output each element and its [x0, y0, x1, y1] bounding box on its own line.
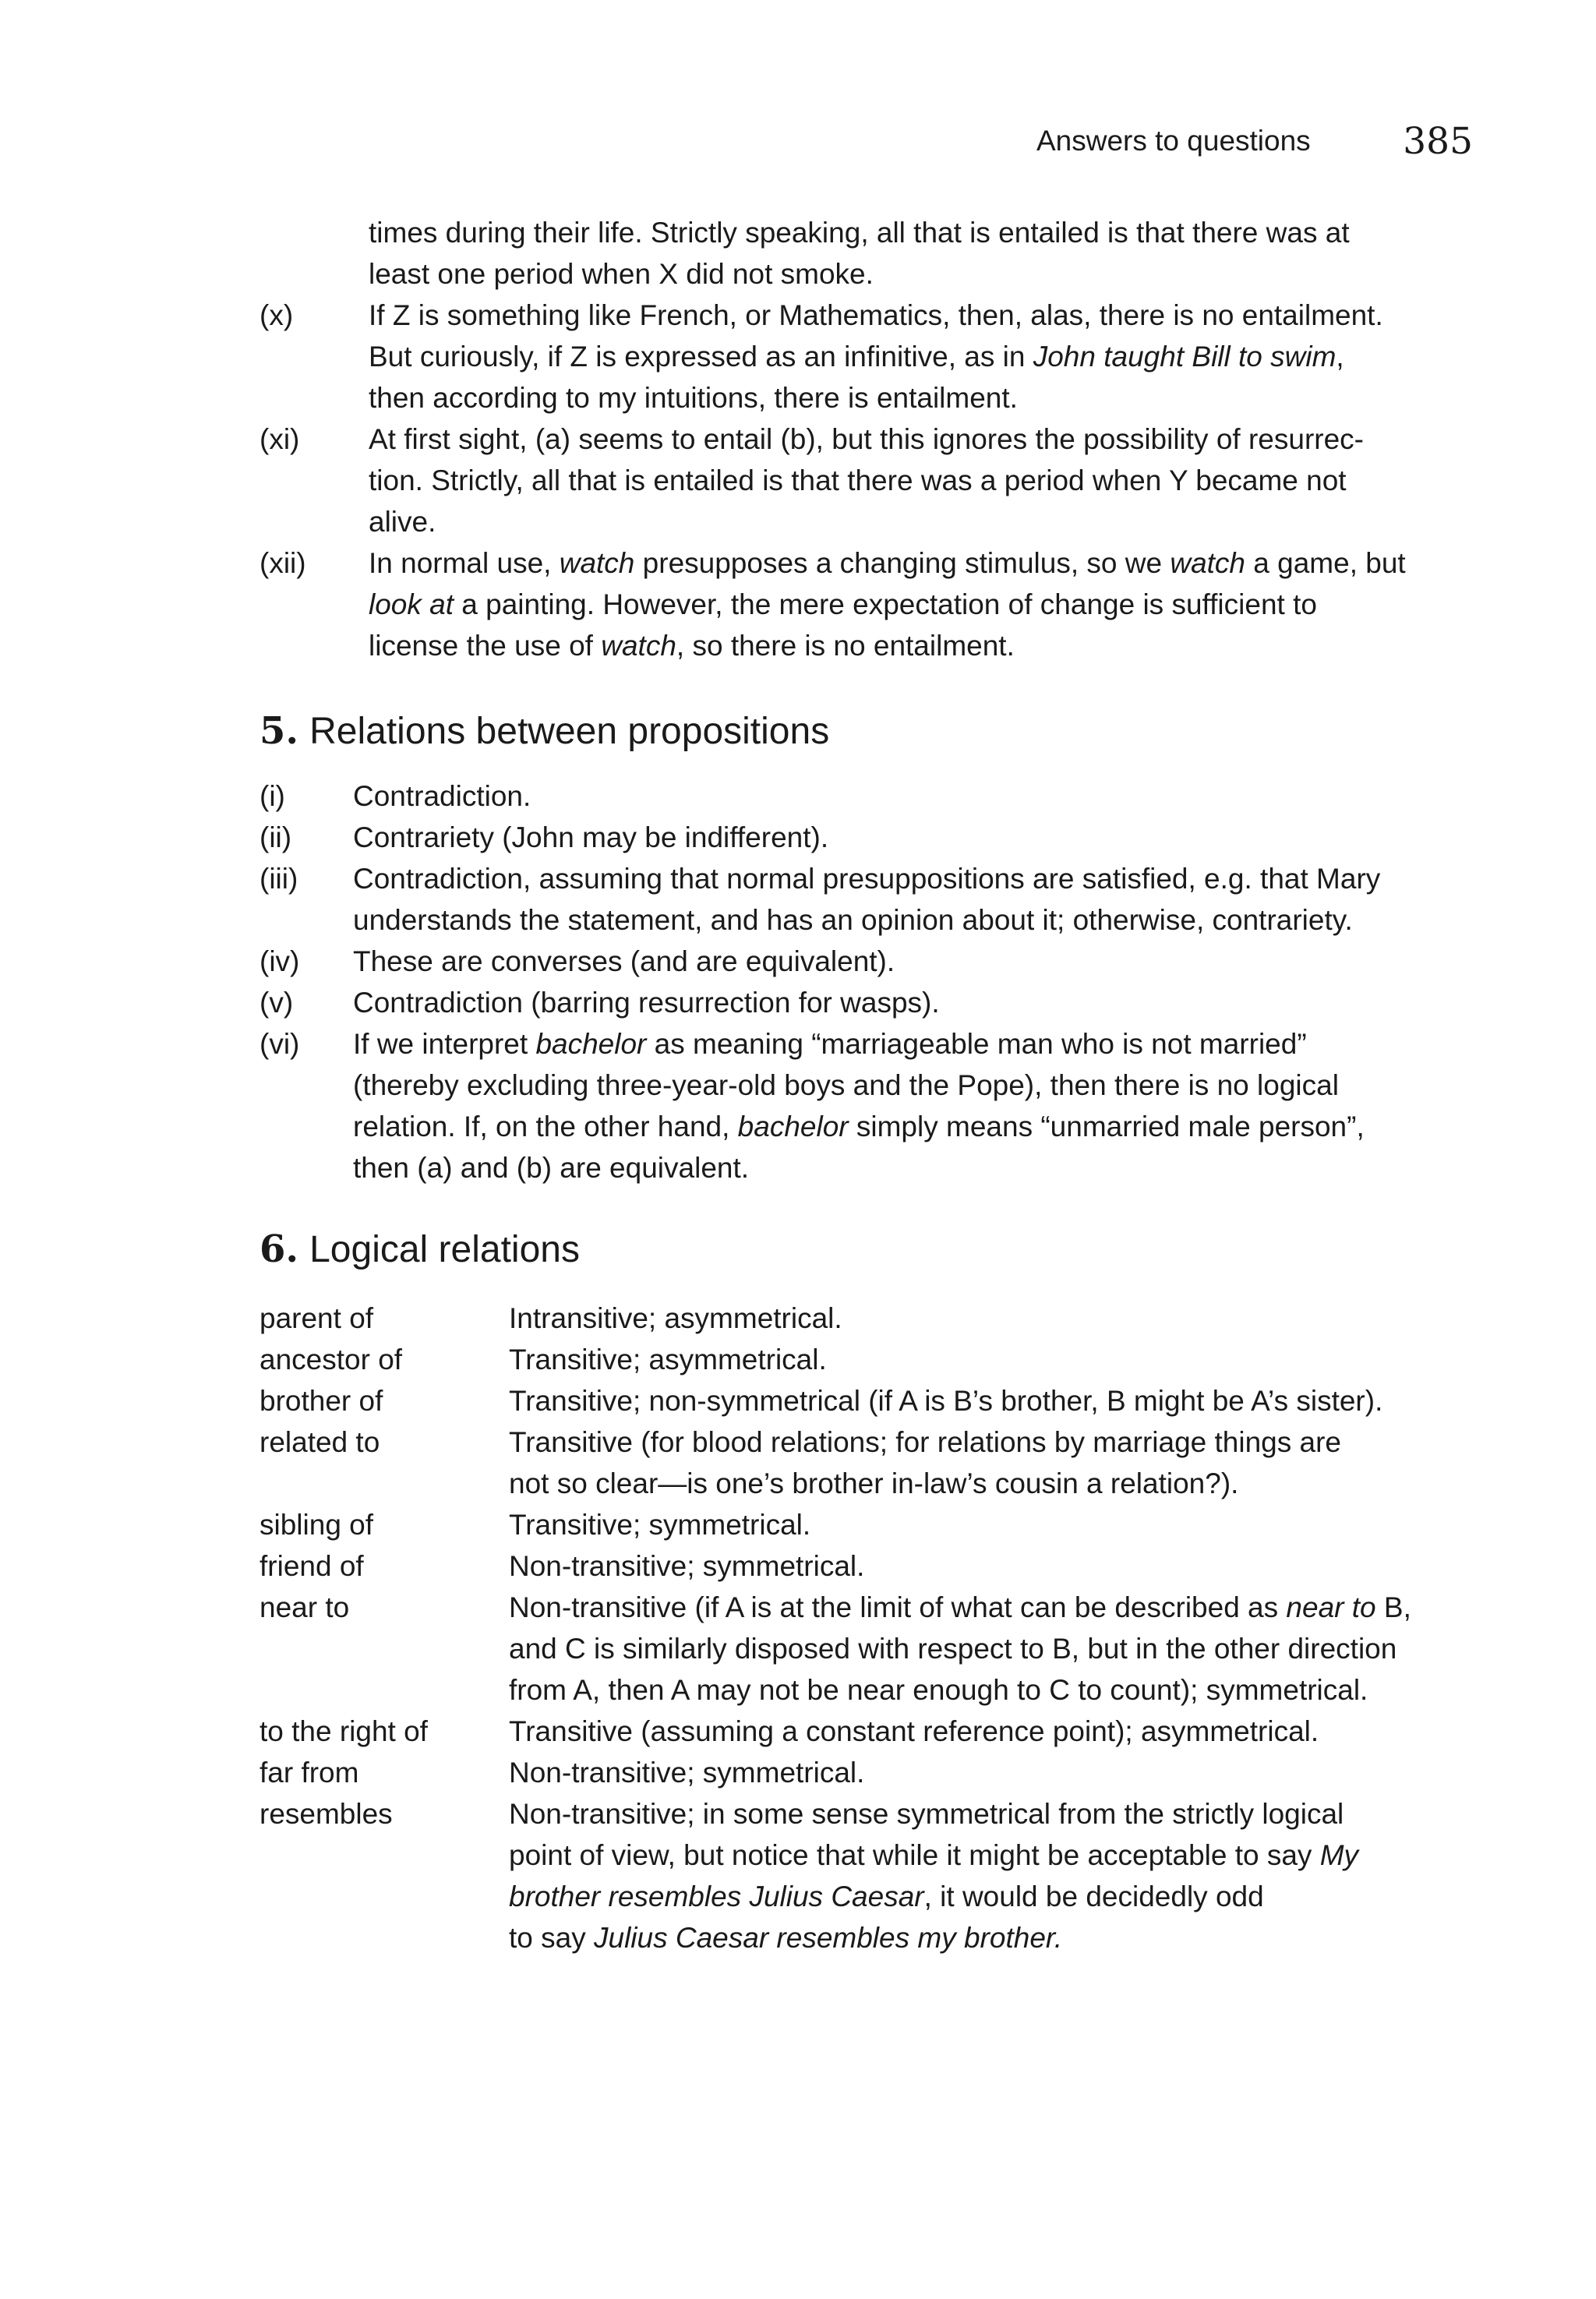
continuation-text: times during their life. Strictly speaking, all that is entailed is that there was at least one period when X did not smoke. [369, 217, 1350, 290]
answer-item-ii: (ii) Contrariety (John may be indifferent). [260, 817, 1475, 858]
item-number: (i) [260, 780, 285, 812]
section-5-list [260, 775, 1475, 1188]
item-number: (x) [260, 299, 294, 331]
answer-item-xi: (xi) At first sight, (a) seems to entail (b), but this ignores the possibility of resurrec- tion. Strictly, all that is entailed is that there was a period when Y became not alive. [260, 418, 1475, 542]
relation-description: Non-transitive; in some sense symmetrical from the strictly logical point of view, but notice that while it might be acceptable to say My brother resembles Julius Caesar, it would be decidedly odd to say Julius Caesar resembles my brother. [509, 1798, 1359, 1954]
relation-description: Intransitive; asymmetrical. [509, 1302, 842, 1334]
table-row [260, 1711, 1475, 1752]
relation-term: ancestor of [260, 1344, 403, 1376]
running-header [1036, 120, 1473, 171]
item-number: (iv) [260, 945, 300, 977]
answer-item-iv: (iv) These are converses (and are equivalent). [260, 941, 1475, 982]
section-6-heading: 6. Logical relations [260, 1227, 580, 1271]
relation-description: Non-transitive; symmetrical. [509, 1757, 865, 1789]
relation-description: Transitive; non-symmetrical (if A is B’s brother, B might be A’s sister). [509, 1385, 1383, 1417]
item-number: (vi) [260, 1028, 300, 1060]
answer-item-i: (i) Contradiction. [260, 775, 1475, 817]
item-number: (ii) [260, 821, 292, 853]
answer-item-x: (x) If Z is something like French, or Mathematics, then, alas, there is no entailment. But curiously, if Z is expressed as an infinitive, as in John taught Bill to swim, then according to my intuitions, there is entailment. [260, 295, 1475, 418]
table-row [260, 1752, 1475, 1793]
relation-term: friend of [260, 1550, 364, 1582]
item-number: (v) [260, 987, 294, 1019]
relation-term: brother of [260, 1385, 383, 1417]
relation-description: Transitive (assuming a constant reference point); asymmetrical. [509, 1715, 1319, 1747]
item-number: (iii) [260, 863, 298, 895]
page-number: 385 [1403, 120, 1473, 163]
answer-item-vi: (vi) If we interpret bachelor as meaning “marriageable man who is not married” (thereby excluding three-year-old boys and the Pope), then there is no logical relation. If, on the other hand, bachelor simply means “unmarried male person”, then (a) and (b) are equivalent. [260, 1023, 1475, 1188]
section-4-tail [260, 212, 1475, 666]
relation-term: far from [260, 1757, 359, 1789]
relation-term: sibling of [260, 1509, 374, 1541]
logical-relations-table [260, 1298, 1475, 1958]
relation-term: resembles [260, 1798, 393, 1830]
item-number: (xi) [260, 423, 300, 455]
answer-item-iii: (iii) Contradiction, assuming that normal presuppositions are satisfied, e.g. that Mary understands the statement, and has an opinion about it; otherwise, contrariety. [260, 858, 1475, 941]
running-title: Answers to questions [1036, 125, 1311, 157]
table-row [260, 1545, 1475, 1587]
relation-description: Transitive (for blood relations; for relations by marriage things are not so clear—is one’s brother in-law’s cousin a relation?). [509, 1426, 1341, 1499]
relation-description: Non-transitive (if A is at the limit of what can be described as near to B, and C is similarly disposed with respect to B, but in the other direction from A, then A may not be near enough to C to count); symmetrical. [509, 1591, 1411, 1706]
answer-item-v: (v) Contradiction (barring resurrection for wasps). [260, 982, 1475, 1023]
relation-term: near to [260, 1591, 350, 1623]
relation-term: related to [260, 1426, 380, 1458]
relation-term: parent of [260, 1302, 374, 1334]
table-row [260, 1793, 1475, 1958]
relation-description: Non-transitive; symmetrical. [509, 1550, 865, 1582]
table-row [260, 1421, 1475, 1504]
table-row [260, 1504, 1475, 1545]
table-row [260, 1298, 1475, 1339]
table-row [260, 1339, 1475, 1380]
relation-description: Transitive; symmetrical. [509, 1509, 811, 1541]
table-row [260, 1380, 1475, 1421]
relation-term: to the right of [260, 1715, 428, 1747]
relation-description: Transitive; asymmetrical. [509, 1344, 827, 1376]
table-row [260, 1587, 1475, 1711]
section-5-heading: 5. Relations between propositions [260, 709, 830, 753]
item-number: (xii) [260, 547, 306, 579]
answer-item-xii: (xii) In normal use, watch presupposes a changing stimulus, so we watch a game, but look at a painting. However, the mere expectation of change is sufficient to license the use of watch, so there is no entailment. [260, 542, 1475, 666]
